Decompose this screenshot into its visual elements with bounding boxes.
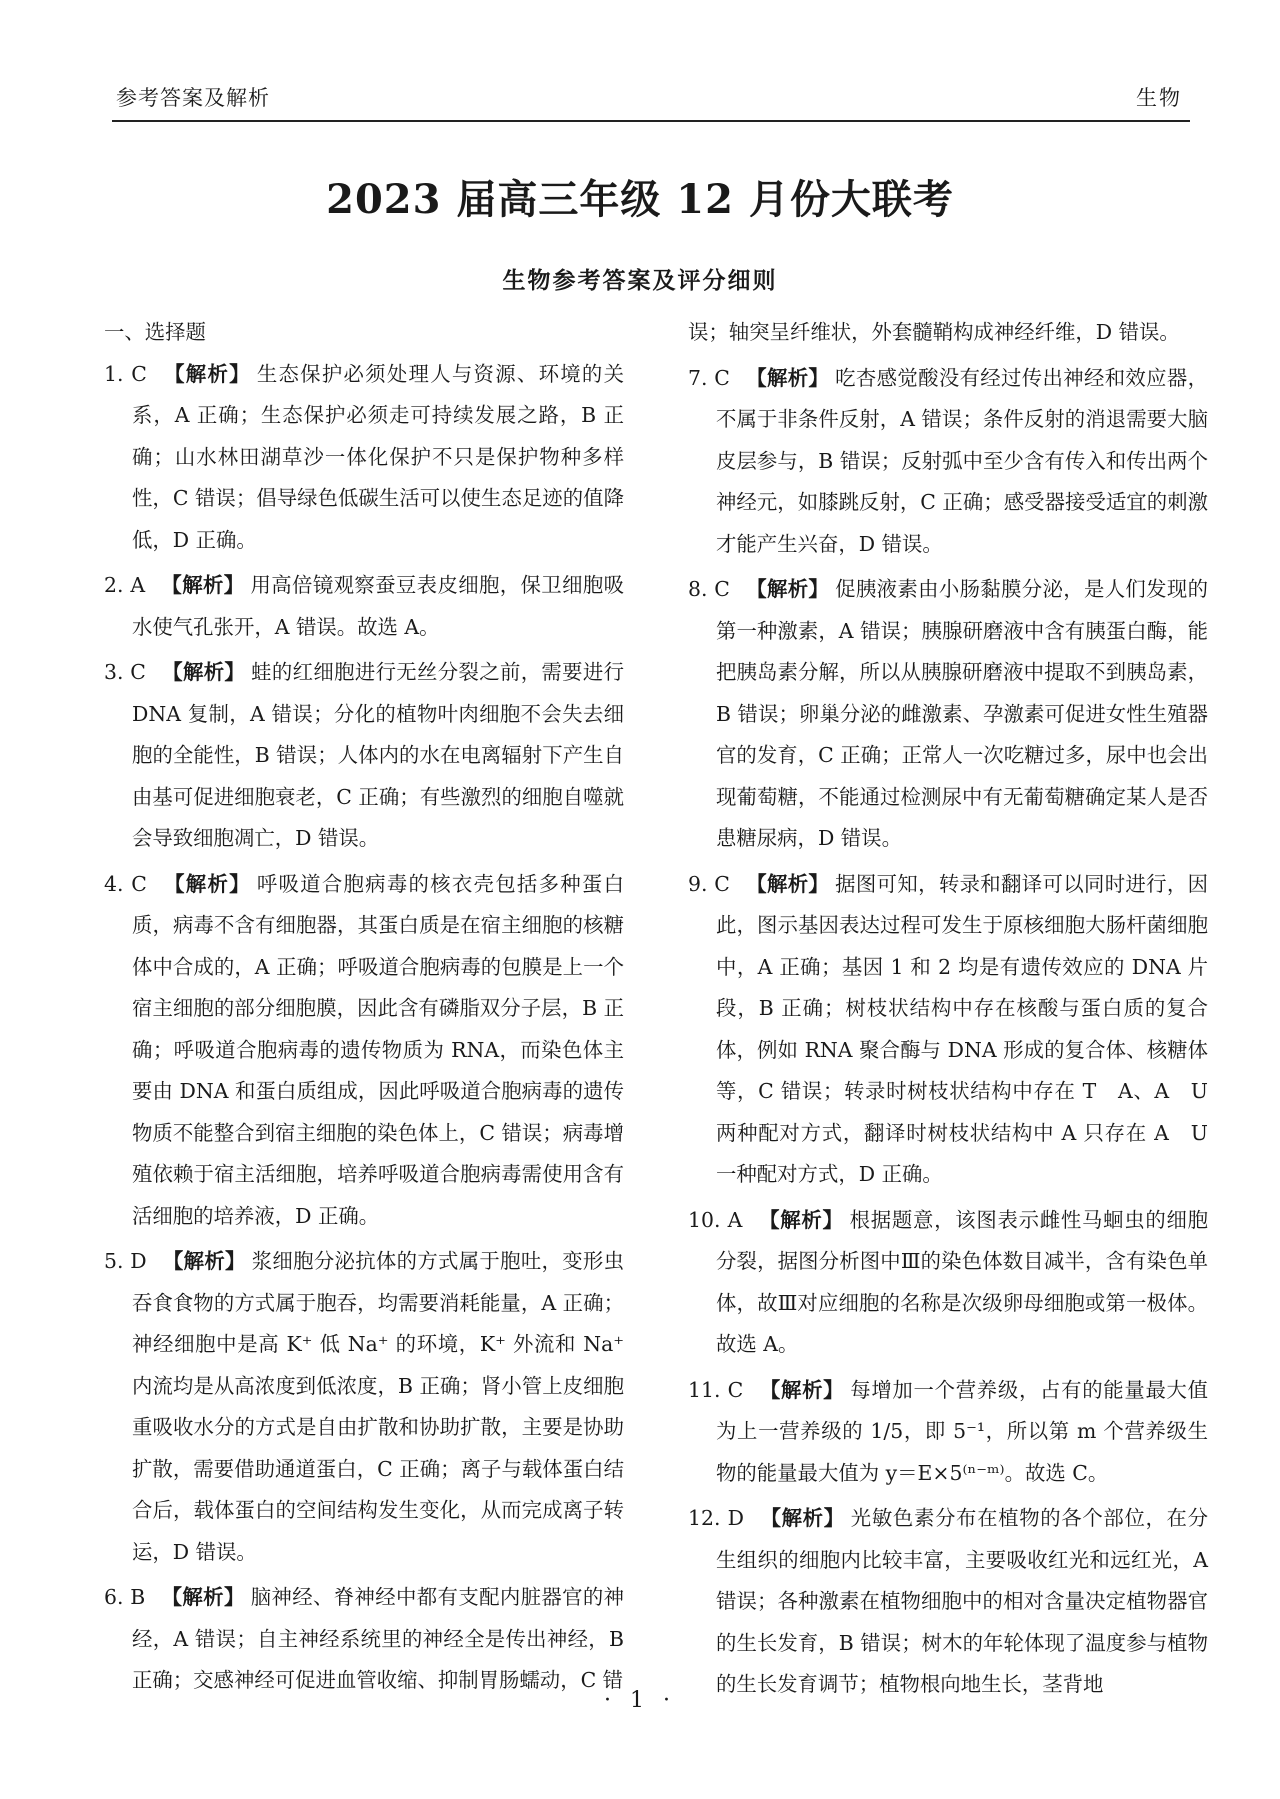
answer-explanation: 根据题意，该图表示雌性马蛔虫的细胞分裂，据图分析图中Ⅲ的染色体数目减半，含有染色单体，故Ⅲ对应细胞的名称是次级卵母细胞或第一极体。故选 A。	[716, 1207, 1208, 1356]
answer-continuation: 误；轴突呈纤维状，外套髓鞘构成神经纤维，D 错误。	[688, 320, 1180, 344]
answer-explanation: 用高倍镜观察蚕豆表皮细胞，保卫细胞吸水使气孔张开，A 错误。故选 A。	[132, 573, 625, 639]
answer-explanation: 光敏色素分布在植物的各个部位，在分生组织的细胞内比较丰富，主要吸收红光和远红光，A 错误；各种激素在植物细胞中的相对含量决定植物器官的生长发育，B 错误；树木的年轮体现了温度参与植物的生长发育调节；植物根向地生长，茎背地	[716, 1506, 1209, 1696]
answer-explanation: 吃杏感觉酸没有经过传出神经和效应器，不属于非条件反射，A 错误；条件反射的消退需要大脑皮层参与，B 错误；反射弧中至少含有传入和传出两个神经元，如膝跳反射，C 正确；感受器接受适宜的刺激才能产生兴奋，D 错误。	[716, 365, 1209, 556]
answer-tag: 【解析】	[745, 871, 830, 896]
answer-number: 4. C	[104, 871, 147, 896]
left-answer-list	[104, 354, 624, 1702]
answer-item	[104, 1577, 624, 1702]
answer-tag: 【解析】	[162, 1249, 246, 1273]
answer-number: 11. C	[688, 1377, 744, 1402]
document-subtitle: 生物参考答案及评分细则	[502, 267, 778, 294]
answer-explanation: 生态保护必须处理人与资源、环境的关系，A 正确；生态保护必须走可持续发展之路，B 正确；山水林田湖草沙一体化保护不只是保护物种多样性，C 错误；倡导绿色低碳生活可以使生态足迹的值降低，D 正确。	[132, 361, 624, 552]
answer-explanation: 蛙的红细胞进行无丝分裂之前，需要进行 DNA 复制，A 错误；分化的植物叶肉细胞不会失去细胞的全能性，B 错误；人体内的水在电离辐射下产生自由基可促进细胞衰老，C 正确；有些激烈的细胞自噬就会导致细胞凋亡，D 错误。	[132, 660, 625, 850]
header-subject-label: 生物	[1136, 86, 1182, 110]
answer-item	[688, 1498, 1208, 1706]
answer-tag: 【解析】	[161, 1585, 245, 1609]
right-column	[688, 312, 1208, 1710]
answer-number: 7. C	[688, 365, 730, 390]
answer-explanation: 据图可知，转录和翻译可以同时进行，因此，图示基因表达过程可发生于原核细胞大肠杆菌细胞中，A 正确；基因 1 和 2 均是有遗传效应的 DNA 片段，B 正确；树枝状结构中存在核酸与蛋白质的复合体，例如 RNA 聚合酶与 DNA 形成的复合体、核糖体等，C 错误；转录时树枝状结构中存在 T A、A U 两种配对方式，翻译时树枝状结构中 A 只存在 A U 一种配对方式，D 正确。	[716, 871, 1209, 1186]
answer-number: 1. C	[104, 361, 147, 386]
answer-number: 2. A	[104, 573, 146, 597]
answer-number: 10. A	[688, 1207, 743, 1232]
answer-item	[104, 1241, 624, 1573]
answer-item	[688, 569, 1208, 860]
section-heading: 一、选择题	[104, 320, 206, 344]
answer-explanation: 呼吸道合胞病毒的核衣壳包括多种蛋白质，病毒不含有细胞器，其蛋白质是在宿主细胞的核糖体中合成的，A 正确；呼吸道合胞病毒的包膜是上一个宿主细胞的部分细胞膜，因此含有磷脂双分子层，B 正确；呼吸道合胞病毒的遗传物质为 RNA，而染色体主要由 DNA 和蛋白质组成，因此呼吸道合胞病毒的遗传物质不能整合到宿主细胞的染色体上，C 错误；病毒增殖依赖于宿主活细胞，培养呼吸道合胞病毒需使用含有活细胞的培养液，D 正确。	[132, 871, 624, 1228]
document-title: 2023 届高三年级 12 月份大联考	[326, 176, 954, 223]
answer-item	[688, 358, 1208, 566]
right-answer-list	[688, 358, 1208, 1706]
answer-tag: 【解析】	[745, 365, 830, 390]
answer-tag: 【解析】	[162, 871, 251, 896]
left-column	[104, 312, 624, 1706]
header-left-label: 参考答案及解析	[116, 86, 270, 110]
answer-tag: 【解析】	[162, 361, 251, 386]
answer-item	[104, 565, 624, 648]
answer-number: 3. C	[104, 660, 146, 684]
answer-number: 5. D	[104, 1249, 147, 1273]
answer-tag: 【解析】	[758, 1207, 844, 1232]
answer-explanation: 促胰液素由小肠黏膜分泌，是人们发现的第一种激素，A 错误；胰腺研磨液中含有胰蛋白酶，能把胰岛素分解，所以从胰腺研磨液中提取不到胰岛素，B 错误；卵巢分泌的雌激素、孕激素可促进女性生殖器官的发育，C 正确；正常人一次吃糖过多，尿中也会出现葡萄糖，不能通过检测尿中有无葡萄糖确定某人是否患糖尿病，D 错误。	[716, 577, 1209, 850]
page-header	[112, 76, 1190, 122]
answer-number: 6. B	[104, 1585, 146, 1609]
answer-explanation: 浆细胞分泌抗体的方式属于胞吐，变形虫吞食食物的方式属于胞吞，均需要消耗能量，A 正确；神经细胞中是高 K⁺ 低 Na⁺ 的环境，K⁺ 外流和 Na⁺ 内流均是从高浓度到低浓度，B 正确；肾小管上皮细胞重吸收水分的方式是自由扩散和协助扩散，主要是协助扩散，需要借助通道蛋白，C 正确；离子与载体蛋白结合后，载体蛋白的空间结构发生变化，从而完成离子转运，D 错误。	[132, 1249, 625, 1564]
answer-explanation: 脑神经、脊神经中都有支配内脏器官的神经，A 错误；自主神经系统里的神经全是传出神经，B 正确；交感神经可促进血管收缩、抑制胃肠蠕动，C 错	[132, 1585, 625, 1692]
answer-tag: 【解析】	[759, 1377, 845, 1402]
answer-number: 12. D	[688, 1506, 744, 1530]
answer-number: 9. C	[688, 871, 730, 896]
answer-item	[104, 652, 624, 860]
answer-tag: 【解析】	[161, 660, 246, 684]
answer-item	[104, 864, 624, 1238]
answer-number: 8. C	[688, 577, 730, 601]
answer-item	[104, 354, 624, 562]
answer-explanation: 每增加一个营养级，占有的能量最大值为上一营养级的 1/5，即 5⁻¹，所以第 m 个营养级生物的能量最大值为 y＝E×5⁽ⁿ⁻ᵐ⁾。故选 C。	[716, 1377, 1209, 1485]
answer-tag: 【解析】	[161, 573, 245, 597]
answer-item	[688, 1200, 1208, 1366]
answer-tag: 【解析】	[745, 577, 830, 601]
page-number: · 1 ·	[604, 1688, 676, 1713]
answer-item	[688, 864, 1208, 1196]
answer-tag: 【解析】	[759, 1506, 845, 1530]
answer-item	[688, 1370, 1208, 1495]
